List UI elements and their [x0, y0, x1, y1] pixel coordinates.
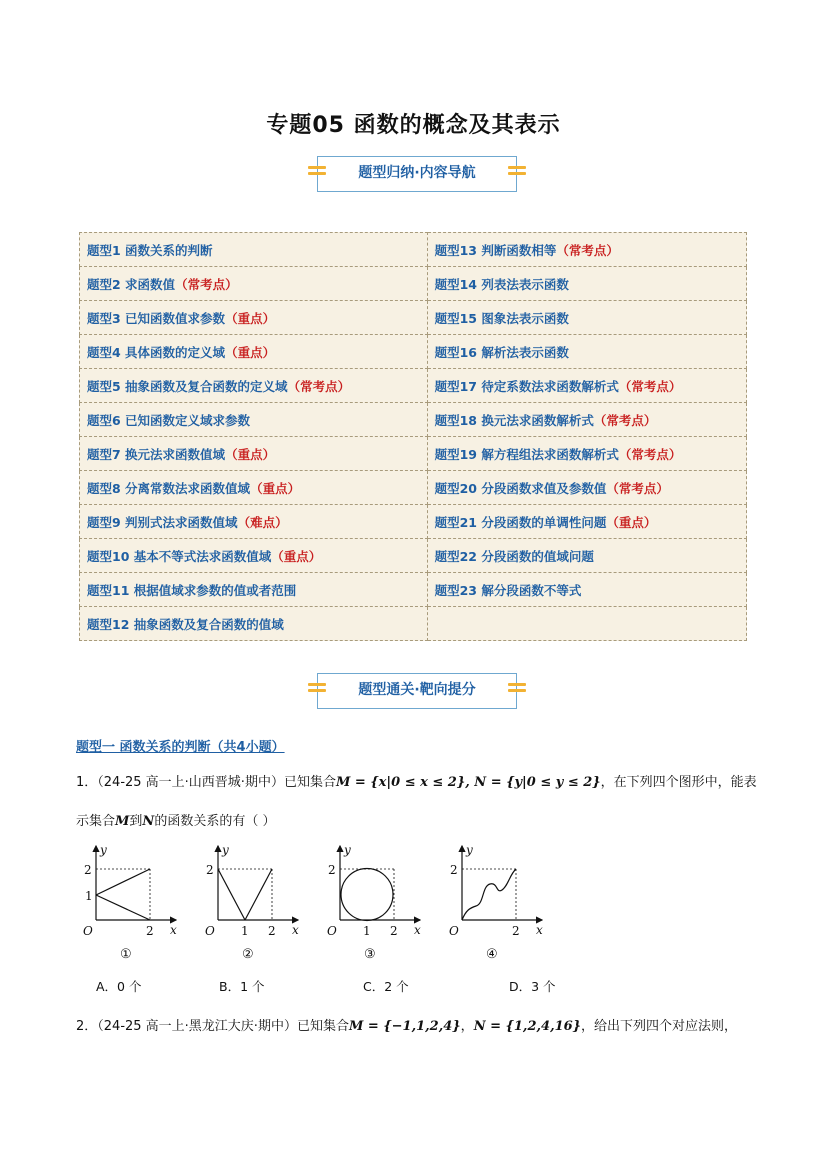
topic-tag: （常考点） [556, 242, 619, 258]
topic-tag: （常考点） [618, 446, 682, 462]
axis-label: 2 [268, 924, 276, 938]
axis-label: 2 [328, 863, 336, 877]
banner-left-decoration [308, 683, 326, 698]
option-b[interactable]: B．1 个 [219, 979, 265, 994]
axis-label: x [414, 923, 421, 937]
axis-label: x [536, 923, 543, 937]
banner-left-decoration [308, 166, 326, 181]
q2-suffix: ，给出下列四个对应法则， [581, 1019, 738, 1034]
topic-tag: （重点） [271, 548, 322, 564]
axis-label: 1 [241, 924, 249, 938]
q2-prefix: 2．（24-25 高一上·黑龙江大庆·期中）已知集合 [76, 1019, 349, 1034]
topic-cell[interactable] [80, 437, 428, 471]
figure-1 [83, 843, 177, 962]
topic-cell[interactable] [80, 301, 428, 335]
topic-label: 题型11 根据值域求参数的值或者范围 [87, 582, 297, 598]
topic-row [80, 301, 747, 335]
axis-label: O [449, 924, 459, 938]
axis-label: 2 [206, 863, 214, 877]
axis-label: y [344, 843, 351, 857]
axis-label: O [205, 924, 215, 938]
topic-tag: （常考点） [175, 276, 238, 292]
topic-cell [427, 607, 746, 641]
topic-label: 题型6 已知函数定义域求参数 [87, 412, 251, 428]
q1-text: 的函数关系的有（ ） [154, 814, 276, 829]
question-1-line-2 [76, 810, 275, 829]
topic-label: 题型10 基本不等式法求函数值域 [87, 548, 272, 564]
topic-cell[interactable] [427, 233, 746, 267]
topic-tag: （重点） [225, 446, 276, 462]
question-2-line-1 [76, 1015, 737, 1034]
topic-cell[interactable] [80, 471, 428, 505]
topic-label: 题型16 解析法表示函数 [434, 344, 569, 360]
axis-label: x [170, 923, 177, 937]
topic-cell[interactable] [427, 301, 746, 335]
topic-cell[interactable] [427, 335, 746, 369]
topic-tag: （常考点） [593, 412, 657, 428]
topic-label: 题型7 换元法求函数值域 [87, 446, 226, 462]
topic-tag: （重点） [606, 514, 657, 530]
topic-row [80, 267, 747, 301]
topic-tag: （常考点） [618, 378, 682, 394]
figure-label: ① [120, 947, 132, 962]
set-n: N = {1,2,4,16} [473, 1019, 582, 1034]
axis-label: O [327, 924, 337, 938]
figure-label: ② [242, 947, 254, 962]
topic-table [79, 232, 747, 641]
topic-cell[interactable] [427, 369, 746, 403]
topic-cell[interactable] [427, 539, 746, 573]
figure-3 [327, 843, 421, 962]
topic-label: 题型18 换元法求函数解析式 [434, 412, 594, 428]
banner-right-decoration [508, 683, 526, 698]
page-title: 专题05 函数的概念及其表示 [266, 113, 561, 138]
topic-cell[interactable] [427, 573, 746, 607]
figure-4 [449, 843, 543, 962]
topic-row [80, 437, 747, 471]
topic-label: 题型20 分段函数求值及参数值 [434, 480, 607, 496]
topic-label: 题型5 抽象函数及复合函数的定义域 [87, 378, 288, 394]
topic-row [80, 403, 747, 437]
topic-tag: （重点） [225, 310, 276, 326]
axis-label: 2 [390, 924, 398, 938]
topic-row [80, 573, 747, 607]
figure-label: ③ [364, 947, 376, 962]
topic-cell[interactable] [80, 369, 428, 403]
option-c[interactable]: C．2 个 [363, 979, 409, 994]
section-heading: 题型一 函数关系的判断（共4小题） [76, 740, 285, 755]
topic-label: 题型15 图象法表示函数 [434, 310, 569, 326]
topic-row [80, 369, 747, 403]
topic-row [80, 539, 747, 573]
banner-right-decoration [508, 166, 526, 181]
topic-cell[interactable] [427, 437, 746, 471]
topic-cell[interactable] [427, 267, 746, 301]
topic-cell[interactable] [427, 471, 746, 505]
q1-text: 示集合 [76, 814, 116, 829]
axis-label: x [292, 923, 299, 937]
symbol-n: N [142, 814, 155, 829]
topic-label: 题型4 具体函数的定义域 [87, 344, 226, 360]
topic-cell[interactable] [80, 335, 428, 369]
topic-label: 题型19 解方程组法求函数解析式 [434, 446, 619, 462]
topic-row [80, 607, 747, 641]
topic-label: 题型21 分段函数的单调性问题 [434, 514, 607, 530]
topic-cell[interactable] [80, 505, 428, 539]
option-a[interactable]: A．0 个 [96, 979, 142, 994]
axis-label: 1 [85, 889, 93, 903]
axis-label: y [100, 843, 107, 857]
set-m: M = {x|0 ≤ x ≤ 2} [335, 775, 466, 790]
axis-label: 2 [512, 924, 520, 938]
topic-cell[interactable] [80, 403, 428, 437]
axis-label: O [83, 924, 93, 938]
topic-row [80, 233, 747, 267]
banner-label: 题型归纳·内容导航 [358, 165, 476, 181]
topic-tag: （重点） [225, 344, 276, 360]
topic-label: 题型12 抽象函数及复合函数的值域 [87, 616, 284, 632]
axis-label: 1 [363, 924, 371, 938]
topic-label: 题型23 解分段函数不等式 [434, 582, 582, 598]
topic-label: 题型2 求函数值 [87, 276, 176, 292]
topic-row [80, 471, 747, 505]
axis-label: y [466, 843, 473, 857]
topic-label: 题型8 分离常数法求函数值域 [87, 480, 251, 496]
axis-label: 2 [146, 924, 154, 938]
symbol-m: M [115, 814, 130, 829]
axis-label: y [222, 843, 229, 857]
topic-label: 题型14 列表法表示函数 [434, 276, 569, 292]
section-banner-practice [317, 673, 517, 709]
topic-tag: （重点） [250, 480, 301, 496]
topic-label: 题型9 判别式法求函数值域 [87, 514, 238, 530]
q1-prefix: 1．（24-25 高一上·山西晋城·期中）已知集合 [76, 775, 336, 790]
q2-text: ， [460, 1019, 474, 1034]
topic-cell[interactable] [80, 233, 428, 267]
topic-row [80, 505, 747, 539]
topic-label: 题型17 待定系数法求函数解析式 [434, 378, 619, 394]
section-banner-nav [317, 156, 517, 192]
topic-tag: （难点） [237, 514, 288, 530]
topic-cell[interactable] [427, 505, 746, 539]
topic-row [80, 335, 747, 369]
topic-tag: （常考点） [606, 480, 669, 496]
topic-tag: （常考点） [287, 378, 351, 394]
banner-label: 题型通关·靶向提分 [358, 682, 476, 698]
q1-text: 到 [129, 814, 143, 829]
topic-label: 题型3 已知函数值求参数 [87, 310, 226, 326]
figure-2 [205, 843, 299, 962]
axis-label: 2 [450, 863, 458, 877]
question-1-figures [70, 842, 550, 967]
set-m: M = {−1,1,2,4} [348, 1019, 461, 1034]
topic-label: 题型1 函数关系的判断 [87, 242, 213, 258]
topic-cell[interactable] [80, 573, 428, 607]
question-1-line-1: 1．（24-25 高一上·山西晋城·期中）已知集合M = {x|0 ≤ x ≤ 2}, N = {y|0 ≤ y ≤ 2}，在下列四个图形中，能表 [76, 775, 757, 790]
set-n: N = {y|0 ≤ y ≤ 2} [474, 775, 601, 790]
topic-cell[interactable] [427, 403, 746, 437]
option-d[interactable]: D．3 个 [509, 979, 556, 994]
topic-cell[interactable] [80, 539, 428, 573]
topic-label: 题型13 判断函数相等 [434, 242, 557, 258]
topic-cell[interactable] [80, 267, 428, 301]
topic-cell[interactable] [80, 607, 428, 641]
figure-label: ④ [486, 947, 498, 962]
topic-label: 题型22 分段函数的值域问题 [434, 548, 594, 564]
q1-suffix: ，在下列四个图形中，能表 [600, 775, 757, 790]
axis-label: 2 [84, 863, 92, 877]
